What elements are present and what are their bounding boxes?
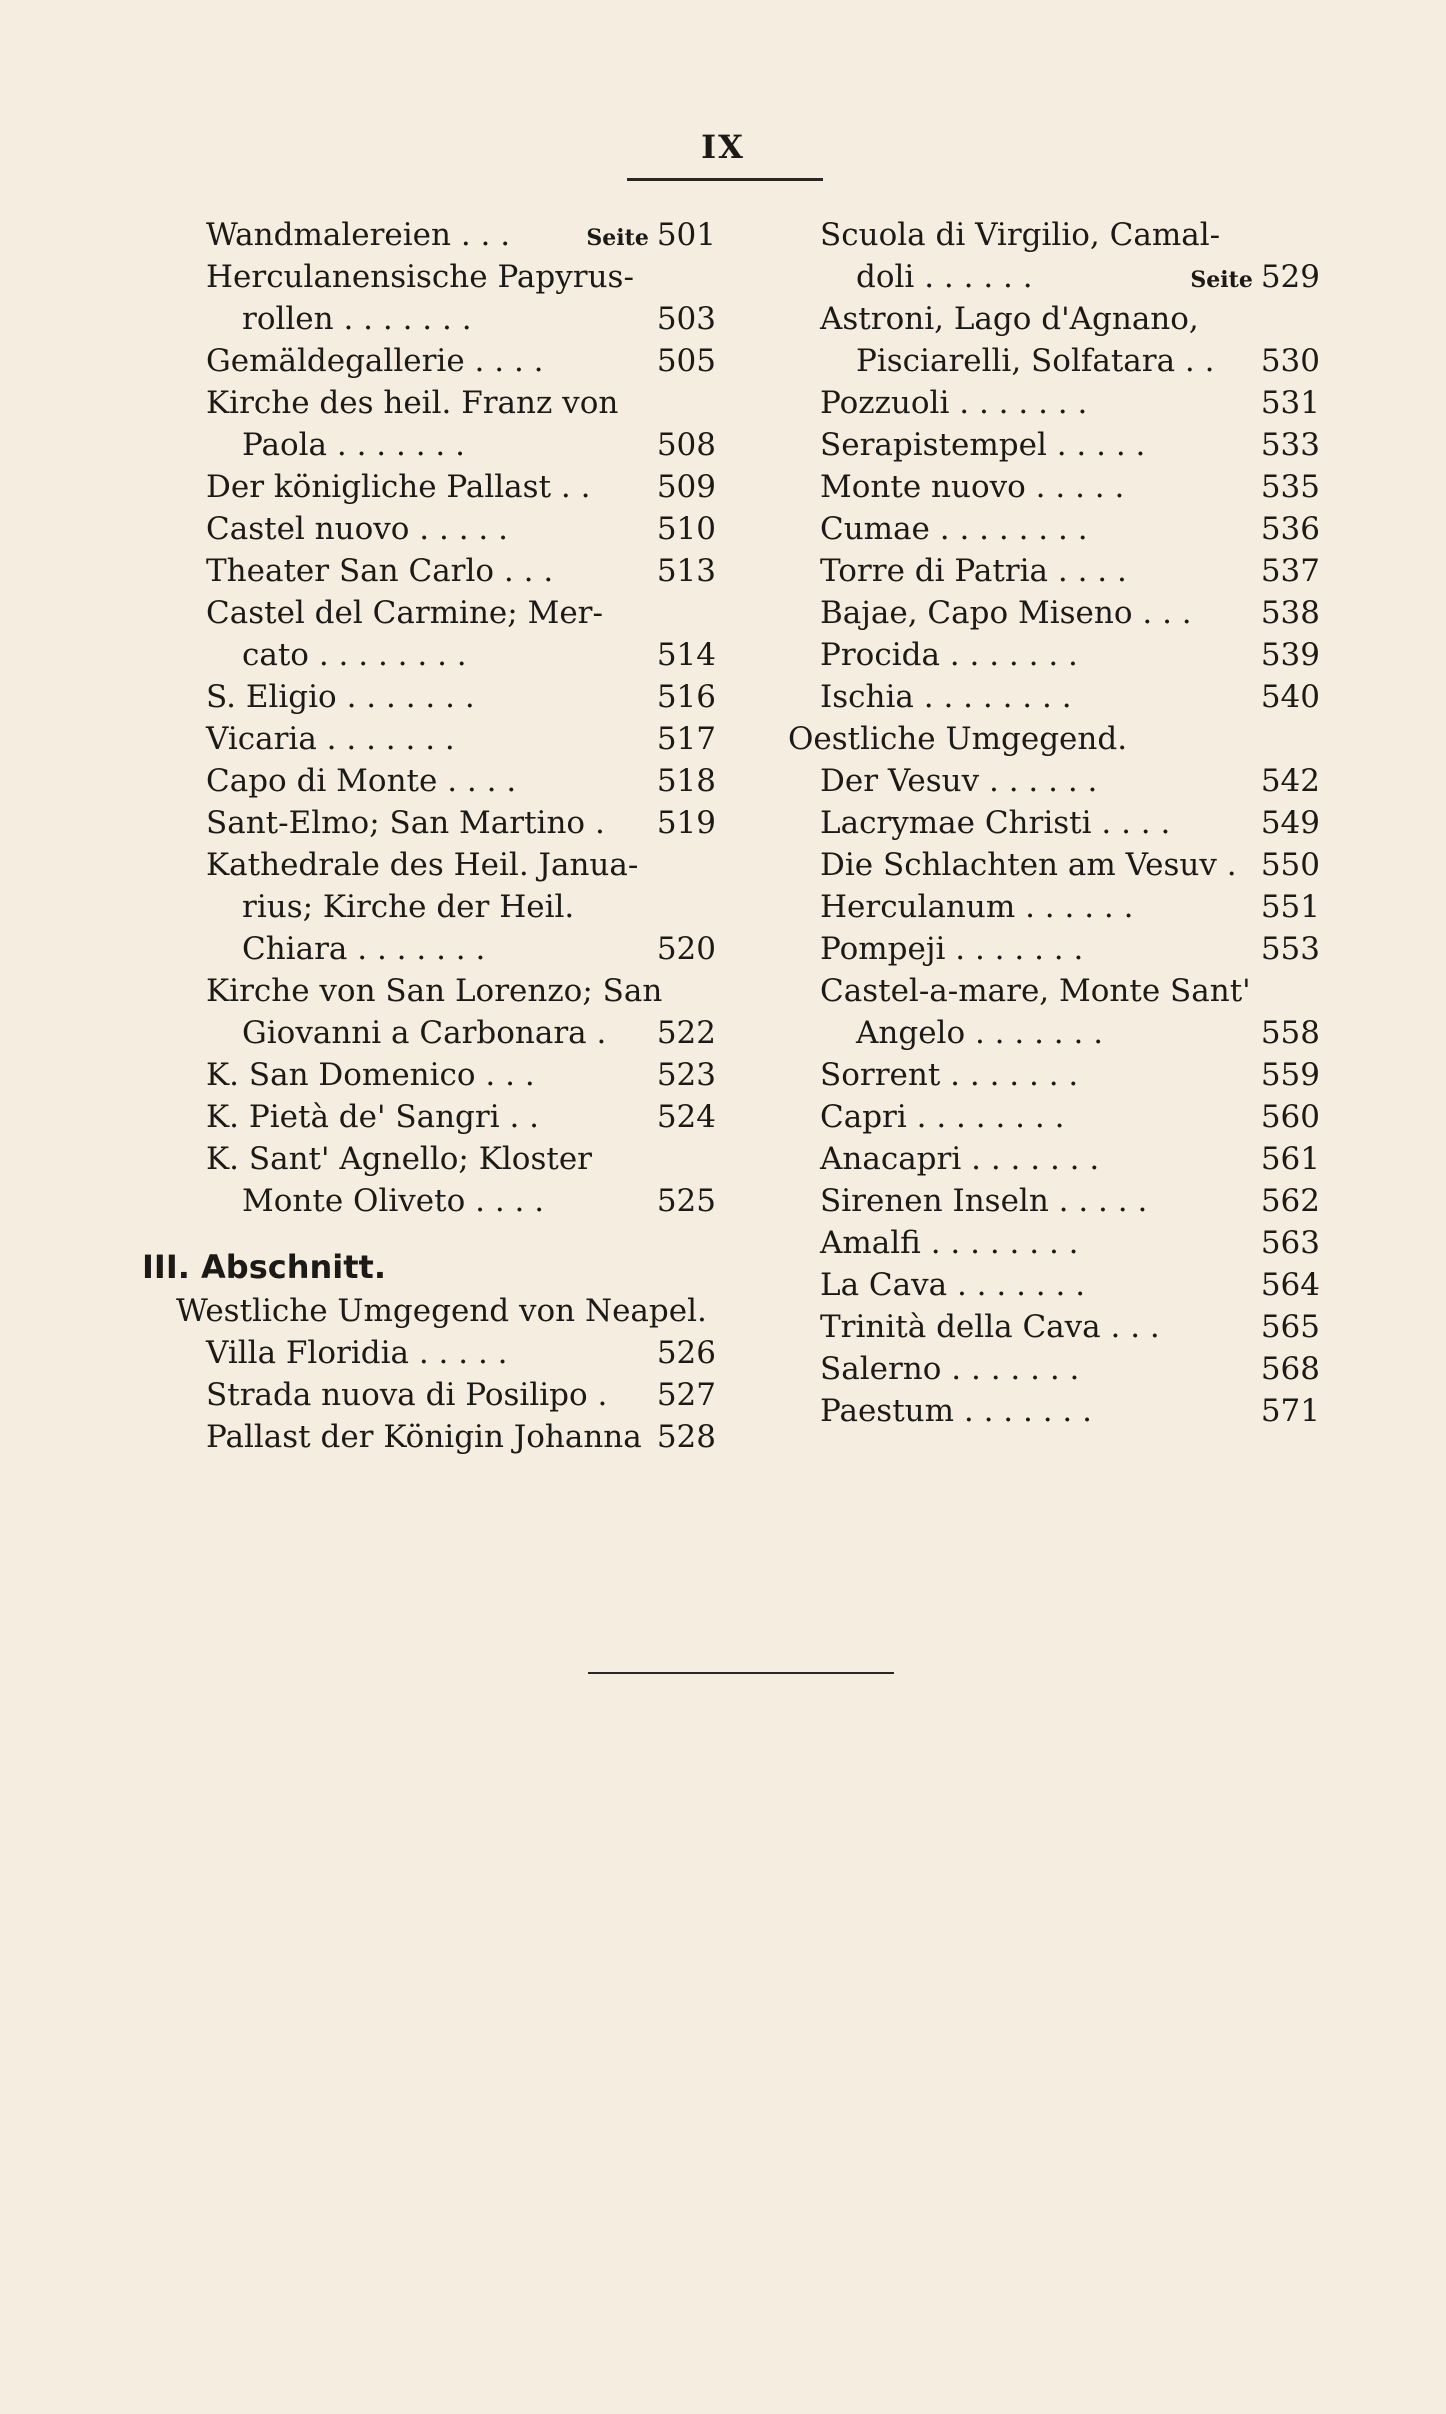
toc-entry-line: [206, 298, 716, 340]
toc-entry-text: Pompeji . . . . . . .: [820, 931, 1084, 967]
toc-page-number: [1261, 634, 1320, 676]
toc-entry-line: [206, 1096, 716, 1138]
toc-entry-line: [206, 1416, 716, 1458]
toc-entry-text: Cumae . . . . . . . .: [820, 511, 1088, 547]
page-ref: 563: [1260, 1225, 1320, 1261]
toc-page-number: [1261, 466, 1320, 508]
toc-entry-text: K. Sant' Agnello; Kloster: [206, 1141, 592, 1177]
page-ref: 520: [656, 931, 716, 967]
toc-entry-text: Kathedrale des Heil. Janua-: [206, 847, 639, 883]
page-ref: 535: [1260, 469, 1320, 505]
toc-page-number: [1261, 844, 1320, 886]
toc-entry-text: Wandmalereien . . .: [206, 217, 511, 253]
toc-entry-line: [820, 802, 1320, 844]
page-ref: 537: [1260, 553, 1320, 589]
toc-entry-text: Anacapri . . . . . . .: [820, 1141, 1100, 1177]
right-column: [788, 214, 1320, 1432]
toc-entry-line: [820, 508, 1320, 550]
toc-entry-text: Kirche des heil. Franz von: [206, 385, 619, 421]
page-ref: 538: [1260, 595, 1320, 631]
toc-entry-text: Die Schlachten am Vesuv .: [820, 847, 1237, 883]
toc-entry-text: cato . . . . . . . .: [242, 637, 467, 673]
toc-page-number: [1261, 676, 1320, 718]
toc-entry-text: Strada nuova di Posilipo .: [206, 1377, 608, 1413]
toc-page-number: [657, 1332, 716, 1374]
page-ref: 522: [656, 1015, 716, 1051]
toc-entry-line: [206, 970, 716, 1012]
toc-page-number: [1261, 802, 1320, 844]
toc-entry-text: Lacrymae Christi . . . .: [820, 805, 1171, 841]
toc-entry-line: [820, 424, 1320, 466]
toc-page-number: [657, 928, 716, 970]
toc-entry-text: Kirche von San Lorenzo; San: [206, 973, 663, 1009]
toc-entry-line: [820, 1264, 1320, 1306]
toc-page-number: [657, 424, 716, 466]
toc-page-number: [1261, 508, 1320, 550]
toc-entry-line: [820, 214, 1320, 256]
page-ref: 523: [656, 1057, 716, 1093]
toc-page-number: [657, 1012, 716, 1054]
toc-page-number: [657, 718, 716, 760]
toc-entry-line: [820, 676, 1320, 718]
section-heading: III. Abschnitt.: [142, 1248, 386, 1286]
toc-entry-text: Trinità della Cava . . .: [820, 1309, 1160, 1345]
toc-entry-line: [820, 1180, 1320, 1222]
toc-page-number: [657, 760, 716, 802]
toc-entry-text: Villa Floridia . . . . .: [206, 1335, 508, 1371]
toc-entry-line: [820, 1054, 1320, 1096]
toc-entry-line: [820, 340, 1320, 382]
page-ref: 531: [1260, 385, 1320, 421]
toc-entry-line: [206, 634, 716, 676]
toc-page-number: [1261, 1138, 1320, 1180]
toc-entry-line: [820, 634, 1320, 676]
toc-entry-line: [820, 298, 1320, 340]
toc-entry-text: Serapistempel . . . . .: [820, 427, 1146, 463]
page-ref: 518: [656, 763, 716, 799]
toc-page-number: [1261, 886, 1320, 928]
toc-page-number: [657, 466, 716, 508]
page-ref: 560: [1260, 1099, 1320, 1135]
page-ref: 542: [1260, 763, 1320, 799]
toc-entry-text: Ischia . . . . . . . .: [820, 679, 1072, 715]
toc-page-number: [657, 340, 716, 382]
page-ref: 533: [1260, 427, 1320, 463]
toc-page-number: [1261, 424, 1320, 466]
toc-entry-text: Monte nuovo . . . . .: [820, 469, 1125, 505]
toc-entry-text: Amalfi . . . . . . . .: [820, 1225, 1079, 1261]
page-ref: 509: [656, 469, 716, 505]
toc-page-number: [1261, 340, 1320, 382]
toc-entry-text: Theater San Carlo . . .: [206, 553, 554, 589]
toc-page-number: [657, 1096, 716, 1138]
toc-entry-line: [820, 928, 1320, 970]
page-ref: 526: [656, 1335, 716, 1371]
toc-page-number: [657, 1374, 716, 1416]
page-ref: 536: [1260, 511, 1320, 547]
toc-entry-line: [206, 928, 716, 970]
toc-page-number: [1261, 1390, 1320, 1432]
page-ref: 551: [1260, 889, 1320, 925]
toc-page-number: [1261, 1306, 1320, 1348]
toc-page-number: [1190, 256, 1320, 301]
toc-entry-text: Der Vesuv . . . . . .: [820, 763, 1098, 799]
toc-page-number: [1261, 1180, 1320, 1222]
page-ref: 513: [656, 553, 716, 589]
page-ref: 516: [656, 679, 716, 715]
page-ref: 564: [1260, 1267, 1320, 1303]
toc-entry-text: K. San Domenico . . .: [206, 1057, 535, 1093]
toc-entry-line: [820, 466, 1320, 508]
toc-page-number: [1261, 1096, 1320, 1138]
page-ref: 525: [656, 1183, 716, 1219]
toc-page-number: [1261, 760, 1320, 802]
toc-entry-text: Pozzuoli . . . . . . .: [820, 385, 1088, 421]
toc-entry-text: Sirenen Inseln . . . . .: [820, 1183, 1148, 1219]
toc-entry-line: [206, 802, 716, 844]
page-ref: 519: [656, 805, 716, 841]
seite-label: Seite: [1190, 267, 1253, 293]
toc-page-number: [586, 214, 716, 259]
toc-entry-line: [206, 214, 716, 256]
toc-entry-line: [206, 886, 716, 928]
page-ref: 562: [1260, 1183, 1320, 1219]
page-ref: 505: [656, 343, 716, 379]
toc-page-number: [1261, 592, 1320, 634]
toc-entry-line: [820, 1348, 1320, 1390]
toc-entry-text: Giovanni a Carbonara .: [242, 1015, 607, 1051]
toc-entry-text: Capo di Monte . . . .: [206, 763, 517, 799]
toc-entry-text: Der königliche Pallast . .: [206, 469, 591, 505]
header-rule: [627, 178, 823, 181]
page-ref: 540: [1260, 679, 1320, 715]
toc-entry-line: [206, 1332, 716, 1374]
page-ref: 517: [656, 721, 716, 757]
toc-entry-line: [206, 592, 716, 634]
toc-entry-text: rollen . . . . . . .: [242, 301, 472, 337]
page-ref: 529: [1260, 259, 1320, 295]
toc-entry-line: [206, 256, 716, 298]
toc-entry-line: [820, 1138, 1320, 1180]
page-ref: 549: [1260, 805, 1320, 841]
toc-page-number: [1261, 550, 1320, 592]
toc-entry-text: Sant-Elmo; San Martino .: [206, 805, 605, 841]
toc-entry-line: [820, 382, 1320, 424]
toc-page-number: [657, 634, 716, 676]
group-heading: Oestliche Umgegend.: [788, 721, 1128, 757]
toc-entry-line: [820, 1222, 1320, 1264]
page-ref: 553: [1260, 931, 1320, 967]
toc-entry-line: [206, 760, 716, 802]
toc-page-number: [1261, 1264, 1320, 1306]
toc-entry-text: Salerno . . . . . . .: [820, 1351, 1080, 1387]
page-ref: 501: [656, 217, 716, 253]
toc-entry-text: K. Pietà de' Sangri . .: [206, 1099, 540, 1135]
group-heading: Westliche Umgegend von Neapel.: [176, 1293, 707, 1329]
toc-page-number: [1261, 1348, 1320, 1390]
toc-entry-line: [820, 760, 1320, 802]
page-ref: 568: [1260, 1351, 1320, 1387]
toc-entry-line: [206, 1054, 716, 1096]
toc-entry-line: [820, 970, 1320, 1012]
page-ref: 524: [656, 1099, 716, 1135]
toc-entry-line: [206, 844, 716, 886]
toc-entry-line: [820, 256, 1320, 298]
page-ref: 530: [1260, 343, 1320, 379]
toc-entry-line: [206, 424, 716, 466]
toc-page-number: [657, 802, 716, 844]
toc-entry-text: Paola . . . . . . .: [242, 427, 465, 463]
toc-entry-text: doli . . . . . .: [856, 259, 1033, 295]
toc-page-number: [1261, 928, 1320, 970]
toc-entry-text: Monte Oliveto . . . .: [242, 1183, 545, 1219]
toc-entry-text: La Cava . . . . . . .: [820, 1267, 1086, 1303]
toc-entry-text: Torre di Patria . . . .: [820, 553, 1127, 589]
toc-page-number: [657, 1054, 716, 1096]
toc-page-number: [1261, 382, 1320, 424]
toc-entry-line: [820, 844, 1320, 886]
toc-entry-text: Chiara . . . . . . .: [242, 931, 486, 967]
page-ref: 561: [1260, 1141, 1320, 1177]
toc-entry-line: [206, 466, 716, 508]
toc-page-number: [1261, 1222, 1320, 1264]
page-ref: 527: [656, 1377, 716, 1413]
seite-label: Seite: [586, 225, 649, 251]
toc-page-number: [657, 1416, 716, 1458]
toc-entry-text: Sorrent . . . . . . .: [820, 1057, 1079, 1093]
toc-entry-line: [820, 592, 1320, 634]
toc-entry-text: Vicaria . . . . . . .: [206, 721, 455, 757]
toc-entry-line: [206, 508, 716, 550]
page-ref: 528: [656, 1419, 716, 1455]
page-ref: 559: [1260, 1057, 1320, 1093]
page-number: IX: [701, 128, 745, 166]
toc-entry-text: Procida . . . . . . .: [820, 637, 1078, 673]
page-ref: 539: [1260, 637, 1320, 673]
toc-entry-line: [206, 718, 716, 760]
toc-entry-line: [206, 1012, 716, 1054]
toc-page-number: [657, 1180, 716, 1222]
toc-entry-text: Paestum . . . . . . .: [820, 1393, 1092, 1429]
left-column: [142, 214, 716, 1458]
toc-entry-text: Castel del Carmine; Mer-: [206, 595, 603, 631]
footer-rule: [588, 1672, 894, 1674]
toc-entry-text: Castel nuovo . . . . .: [206, 511, 508, 547]
toc-entry-line: [206, 676, 716, 718]
toc-entry-text: Pallast der Königin Johanna: [206, 1419, 642, 1455]
page-ref: 571: [1260, 1393, 1320, 1429]
page-ref: 558: [1260, 1015, 1320, 1051]
toc-entry-line: [820, 886, 1320, 928]
page-ref: 514: [656, 637, 716, 673]
toc-page-number: [657, 676, 716, 718]
page-ref: 510: [656, 511, 716, 547]
toc-entry-text: Capri . . . . . . . .: [820, 1099, 1065, 1135]
toc-entry-line: [206, 1374, 716, 1416]
toc-entry-line: [206, 382, 716, 424]
toc-page-number: [657, 508, 716, 550]
toc-page-number: [657, 298, 716, 340]
page-ref: 565: [1260, 1309, 1320, 1345]
toc-entry-line: [206, 1138, 716, 1180]
toc-entry-line: [820, 1096, 1320, 1138]
toc-entry-text: Pisciarelli, Solfatara . .: [856, 343, 1215, 379]
toc-entry-text: Scuola di Virgilio, Camal-: [820, 217, 1221, 253]
toc-entry-line: [820, 550, 1320, 592]
toc-entry-text: Angelo . . . . . . .: [856, 1015, 1104, 1051]
toc-entry-line: [206, 340, 716, 382]
toc-entry-line: [206, 550, 716, 592]
toc-entry-text: Herculanum . . . . . .: [820, 889, 1134, 925]
toc-entry-text: Astroni, Lago d'Agnano,: [820, 301, 1199, 337]
page-ref: 550: [1260, 847, 1320, 883]
toc-page-number: [657, 550, 716, 592]
toc-entry-text: S. Eligio . . . . . . .: [206, 679, 475, 715]
page-ref: 508: [656, 427, 716, 463]
toc-entry-line: [820, 1306, 1320, 1348]
toc-entry-text: Bajae, Capo Miseno . . .: [820, 595, 1192, 631]
toc-entry-text: rius; Kirche der Heil.: [242, 889, 575, 925]
toc-entry-text: Herculanensische Papyrus-: [206, 259, 634, 295]
toc-entry-line: [206, 1180, 716, 1222]
toc-entry-line: [820, 1390, 1320, 1432]
toc-entry-text: Castel-a-mare, Monte Sant': [820, 973, 1251, 1009]
toc-page-number: [1261, 1012, 1320, 1054]
toc-page-number: [1261, 1054, 1320, 1096]
toc-entry-text: Gemäldegallerie . . . .: [206, 343, 544, 379]
toc-entry-line: [820, 1012, 1320, 1054]
page-ref: 503: [656, 301, 716, 337]
